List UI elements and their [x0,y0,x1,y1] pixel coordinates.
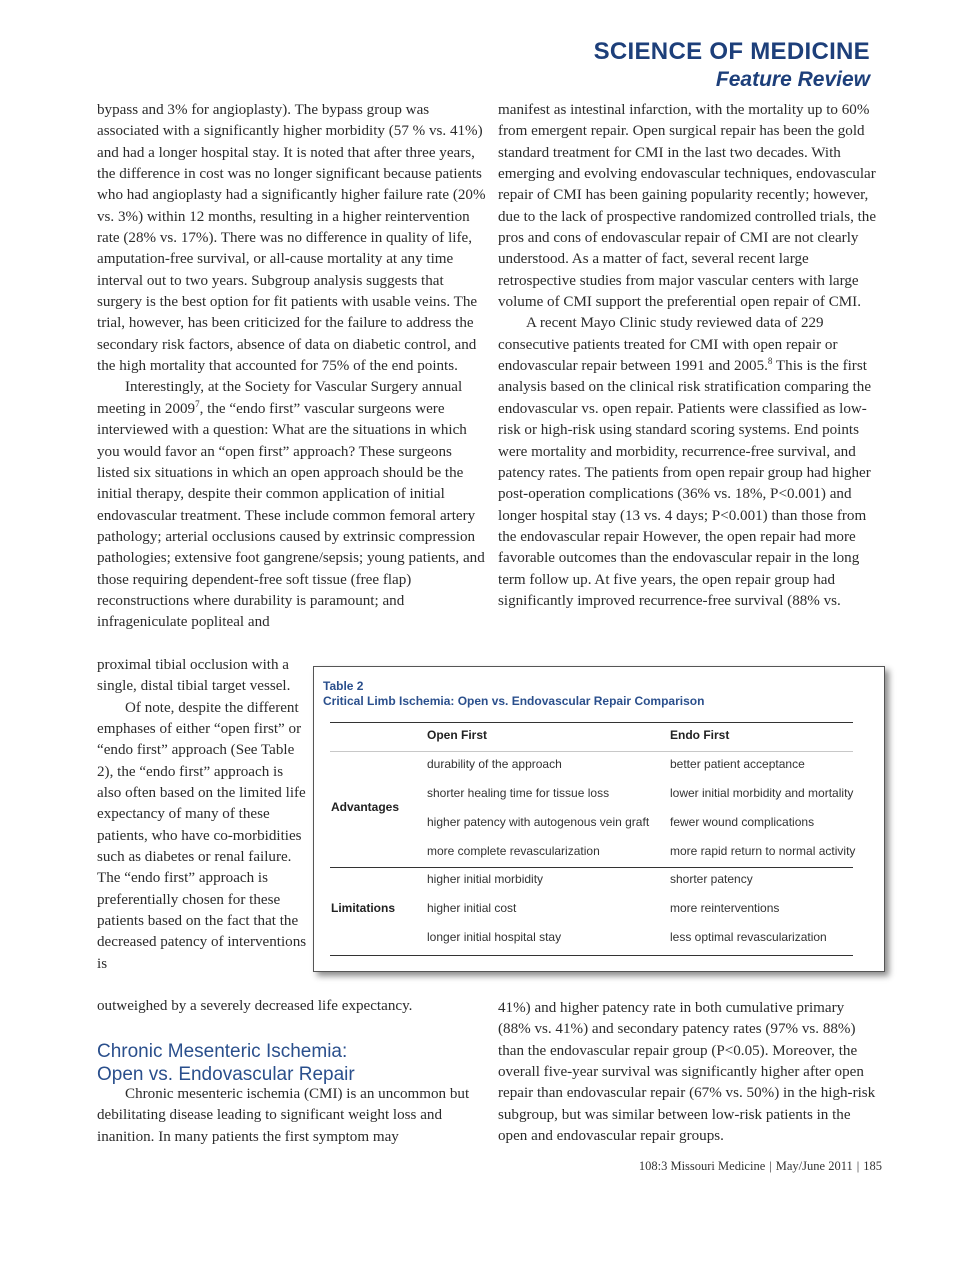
reference-superscript: 8 [767,356,773,367]
comparison-table [313,666,885,972]
paragraph-text: Interestingly, at the Society for Vascular Surgery annual meeting in 2009 [97,379,463,417]
column-header-open: Open First [427,728,488,742]
section-heading [97,1040,477,1086]
footer-separator: | [856,1159,860,1173]
text-line: single, distal tibial target vessel. [97,678,291,695]
paragraph [498,313,880,612]
table-cell: less optimal revascularization [670,930,827,944]
paragraph-text: This is the first analysis based on the clinical risk stratification comparing the endovascular vs. open repair. Patients were classified as low-risk or high-risk using standard scoring systems. End points were mortality and morbidity, recurrence-free survival, and patency rates. The patients from open repair group had higher post-operation complications (36% vs. 18%, P<0.001) and longer hospital stay (13 vs. 4 days; P<0.001) than those from the endovascular repair However, the open repair had more favorable outcomes than the endovascular repair in the long term follow up. At five years, the open repair group had significantly improved recurrence-free survival (88% vs. [498,358,872,609]
table-rule [330,955,853,956]
row-label-advantages: Advantages [331,800,400,814]
table-rule [330,867,853,868]
table-cell: longer initial hospital stay [427,930,562,944]
table-cell: higher patency with autogenous vein graft [427,815,650,829]
table-cell: fewer wound complications [670,815,815,829]
table-cell: lower initial morbidity and mortality [670,786,854,800]
paragraph: Of note, despite the different emphases of either “open first” or “endo first” approach (See Table 2), the “endo first” approach is also often based on the limited life expectancy of many of these patients, who have co-morbidities such as diabetes or renal failure. The “endo first” approach is preferentially chosen for these patients based on the fact that the decreased patency of interventions is [97,699,307,972]
heading-line: Open vs. Endovascular Repair [97,1064,355,1085]
table-cell: durability of the approach [427,757,562,771]
table-cell: more complete revascularization [427,844,600,858]
paragraph: bypass and 3% for angioplasty). The bypass group was associated with a significantly higher morbidity (57 % vs. 41%) and had a longer hospital stay. It is noted that after three years, the difference in cost was no longer significant because patients who had angioplasty had a significantly higher failure rate (20% vs. 3%) within 12 months, resulting in a higher reintervention rate (28% vs. 17%). There was no difference in quality of life, amputation-free survival, or all-cause mortality at any time interval out to two years. Subgroup analysis suggests that surgery is the best option for fit patients with usable veins. The trial, however, has been criticized for the failure to address the secondary risk factors, absence of data on diabetic control, and the high mortality that accounted for 75% of the end points. [97,102,486,375]
table-cell: shorter healing time for tissue loss [427,786,610,800]
journal-name: 108:3 Missouri Medicine [638,1159,766,1173]
table-caption: Critical Limb Ischemia: Open vs. Endovascular Repair Comparison [323,694,705,708]
page-number: 185 [863,1159,882,1173]
table-cell: more rapid return to normal activity [670,844,856,858]
table-cell: higher initial cost [427,901,517,915]
paragraph: manifest as intestinal infarction, with the mortality up to 60% from emergent repair. Open surgical repair has been the gold standard treatment for CMI in the last two decades. With emerging and evolving endovascular techniques, endovascular repair of CMI has been gaining popularity recently; however, due to the lack of prospective randomized controlled trials, the pros and cons of endovascular repair of CMI are not clearly understood. As a matter of fact, several recent large retrospective studies from major vascular centers with large volume of CMI support the preferential open repair of CMI. [498,102,877,311]
table-rule [330,751,853,752]
reference-superscript: 7 [195,398,200,409]
table-rule [330,722,853,723]
paragraph: Chronic mesenteric ischemia (CMI) is an uncommon but debilitating disease leading to significant weight loss and inanition. In many patients the first symptom may [97,1086,470,1145]
right-column-bottom [498,998,880,1147]
section-title: SCIENCE OF MEDICINE [593,38,870,65]
paragraph-text: A recent Mayo Clinic study reviewed data of 229 consecutive patients treated for CMI with open repair or endovascular repair between 1991 and 2005. [498,315,838,375]
footer-separator: | [769,1159,772,1173]
table-cell: higher initial morbidity [427,872,544,886]
issue-date: May/June 2011 [775,1159,853,1173]
table-label: Table 2 [323,679,364,693]
page-footer [639,1159,882,1174]
table-cell: shorter patency [670,872,753,886]
paragraph-text: , the “endo first” vascular surgeons were interviewed with a question: What are the situations in which you would favor an “open first” approach? These surgeons listed six situations in which an open approach should be the initial therapy, despite their common application of initial endovascular treatment. These include common femoral artery pathology; arterial occlusions caused by extrinsic compression pathologies; extensive foot gangrene/sepsis; young patients, and those requiring dependent-free soft tissue (free flap) reconstructions where durability is paramount; and infrageniculate popliteal and [97,400,485,631]
heading-line: Chronic Mesenteric Ischemia: [97,1041,348,1062]
left-column-wrap [97,655,307,975]
section-subtitle: Feature Review [715,68,870,91]
text-line: proximal tibial occlusion with a [97,657,289,673]
table-cell: better patient acceptance [670,757,805,771]
column-header-endo: Endo First [670,728,730,742]
text-line: outweighed by a severely decreased life expectancy. [97,998,413,1014]
table-cell: more reinterventions [670,901,780,915]
row-label-limitations: Limitations [331,901,396,915]
paragraph [97,377,487,633]
paragraph: 41%) and higher patency rate in both cumulative primary (88% vs. 41%) and secondary patency rates (97% vs. 88%) than the endovascular repair group (P<0.05). Moreover, the overall five-year survival was significantly higher after open repair than endovascular repair (67% vs. 50%) in the high-risk subgroup, but was similar between low-risk patients in the open and endovascular repair groups. [498,1000,876,1145]
left-column-top [97,100,487,634]
right-column-top [498,100,880,612]
